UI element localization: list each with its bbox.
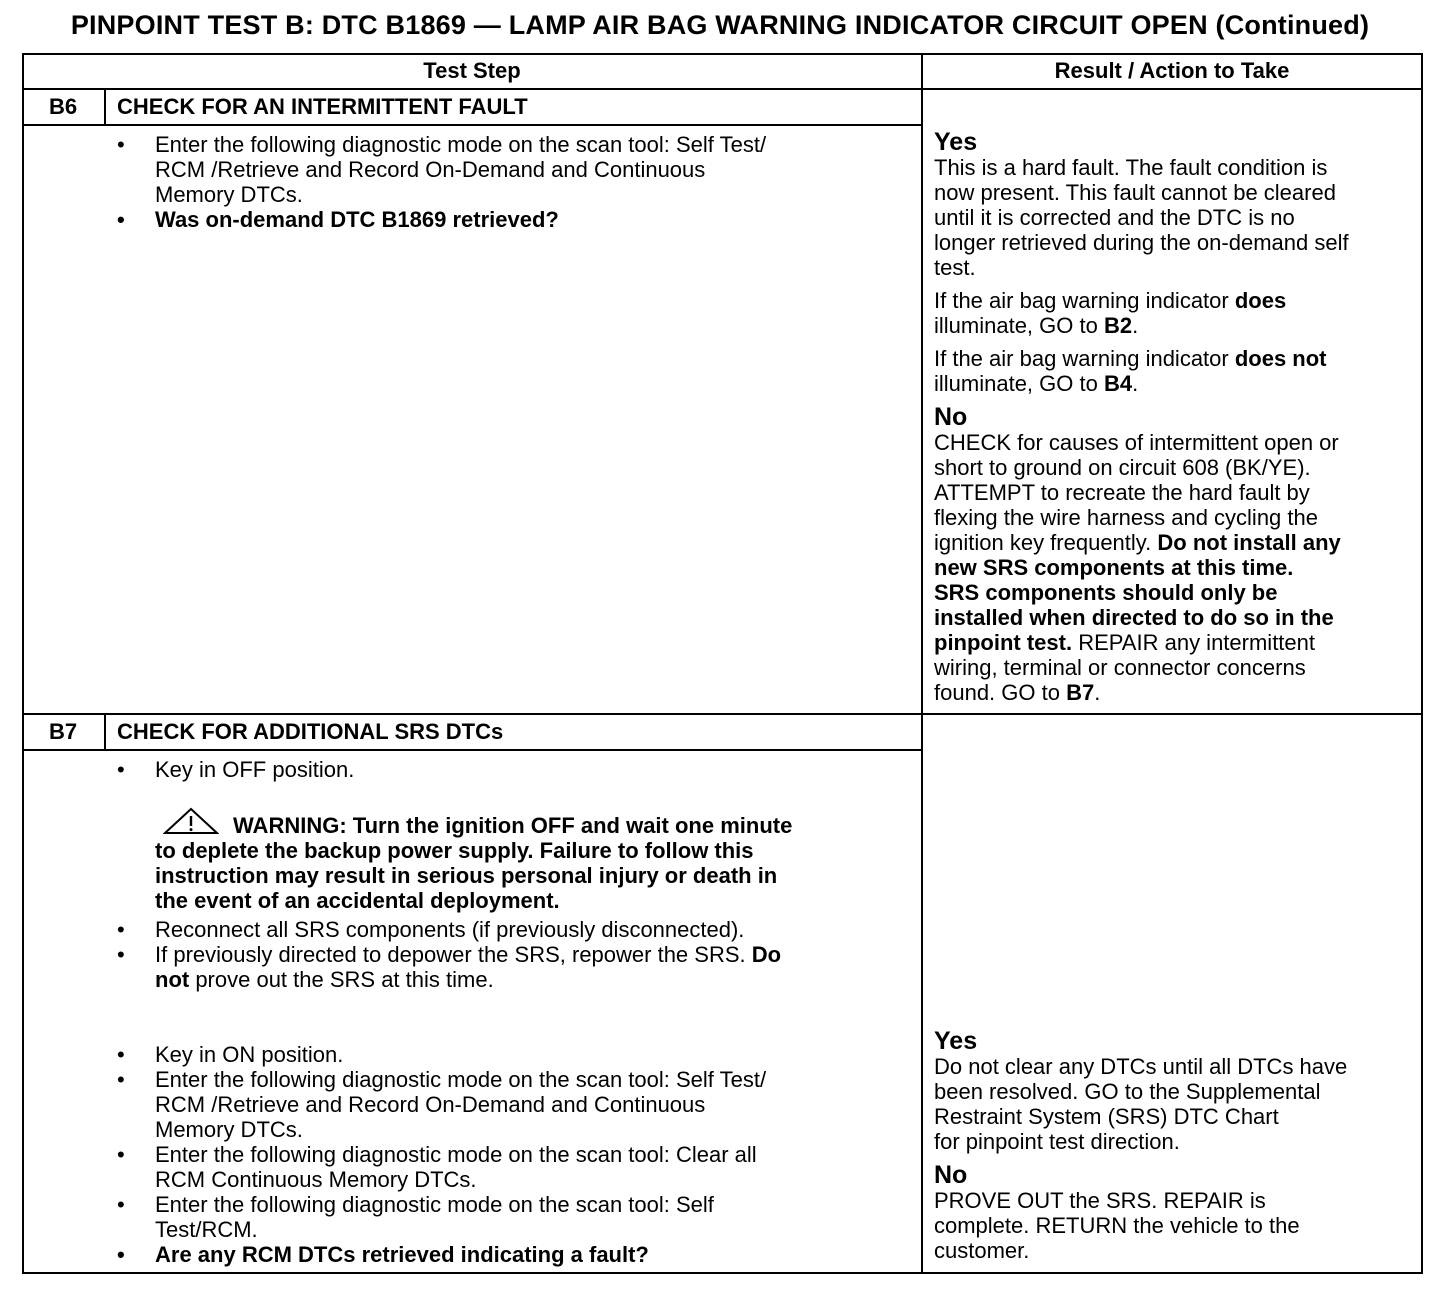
warning-triangle-icon [163,807,219,835]
list-item: • Enter the following diagnostic mode on the scan tool: Self Test/ RCM /Retrieve and Record On-Demand and Continuous Memory DTCs. [117,132,766,207]
b6-title-rule [22,124,922,126]
goto-link-b4[interactable]: B4 [1103,371,1133,396]
table-border-bottom [22,1272,1423,1274]
header-rule [22,88,1423,90]
b6-result [934,129,1349,705]
list-item: • Key in ON position. [117,1042,766,1067]
table-border-left [22,53,24,1274]
b7-step-list-3 [117,1042,766,1267]
result-yes-text: Do not clear any DTCs until all DTCs have been resolved. GO to the Supplemental Restraint System (SRS) DTC Chart for pinpoint test direction. [934,1054,1348,1154]
list-item: • Are any RCM DTCs retrieved indicating a fault? [117,1242,766,1267]
b6-id-divider [104,88,106,126]
column-divider [921,53,923,1274]
warning-block: WARNING: Turn the ignition OFF and wait one minute to deplete the backup power supply. Failure to follow this instruction may result in serious personal injury or death in the event of an accidental deployment. [117,807,792,913]
list-item: • Enter the following diagnostic mode on the scan tool: Self Test/ RCM /Retrieve and Record On-Demand and Continuous Memory DTCs. [117,1067,766,1142]
step-id-b7: B7 [48,719,78,744]
header-test-step: Test Step [423,58,521,83]
list-item: • If previously directed to depower the SRS, repower the SRS. Do not prove out the SRS at this time. [117,942,781,992]
header-result: Result / Action to Take [1054,58,1290,83]
table-border-top [22,53,1423,55]
goto-link-b7[interactable]: B7 [1066,680,1095,705]
b7-step-list-1 [117,757,354,782]
result-yes-does-not: If the air bag warning indicator does not illuminate, GO to B4. [934,346,1327,396]
result-yes-text: This is a hard fault. The fault condition is now present. This fault cannot be cleared until it is corrected and the DTC is no longer retrieved during the on-demand self test. [934,155,1349,280]
result-no-text: CHECK for causes of intermittent open or short to ground on circuit 608 (BK/YE). ATTEMPT to recreate the hard fault by flexing the wire harness and cycling the ignition key frequently. Do not install any new SRS components at this time. SRS components should only be installed when directed to do so in the pinpoint test. REPAIR any intermittent wiring, terminal or connector concerns found. GO to B7. [934,430,1341,705]
list-item: • Key in OFF position. [117,757,354,782]
list-item: • Reconnect all SRS components (if previously disconnected). [117,917,781,942]
b7-title-rule [22,749,922,751]
step-title-b7: CHECK FOR ADDITIONAL SRS DTCs [117,719,504,744]
pinpoint-test-table [22,53,1423,1274]
step-title-b6: CHECK FOR AN INTERMITTENT FAULT [117,94,528,119]
list-item: • Enter the following diagnostic mode on the scan tool: Self Test/RCM. [117,1192,766,1242]
list-item: • Enter the following diagnostic mode on the scan tool: Clear all RCM Continuous Memory DTCs. [117,1142,766,1192]
result-yes-label: Yes [934,1027,978,1055]
b7-result [934,1028,1347,1263]
b6-step-list [117,132,766,232]
result-no-label: No [934,1161,968,1189]
goto-link-b2[interactable]: B2 [1103,313,1133,338]
step-id-b6: B6 [48,94,78,119]
result-no-text: PROVE OUT the SRS. REPAIR is complete. RETURN the vehicle to the customer. [934,1188,1300,1263]
result-no-label: No [934,403,968,431]
b7-step-list-2 [117,917,781,992]
b7-id-divider [104,713,106,751]
result-yes-label: Yes [934,128,978,156]
list-item: • Was on-demand DTC B1869 retrieved? [117,207,766,232]
page-title: PINPOINT TEST B: DTC B1869 — LAMP AIR BAG WARNING INDICATOR CIRCUIT OPEN (Continued) [70,10,1370,40]
result-yes-does: If the air bag warning indicator does illuminate, GO to B2. [934,288,1287,338]
b6-b7-rule [22,713,1423,715]
table-border-right [1421,53,1423,1274]
